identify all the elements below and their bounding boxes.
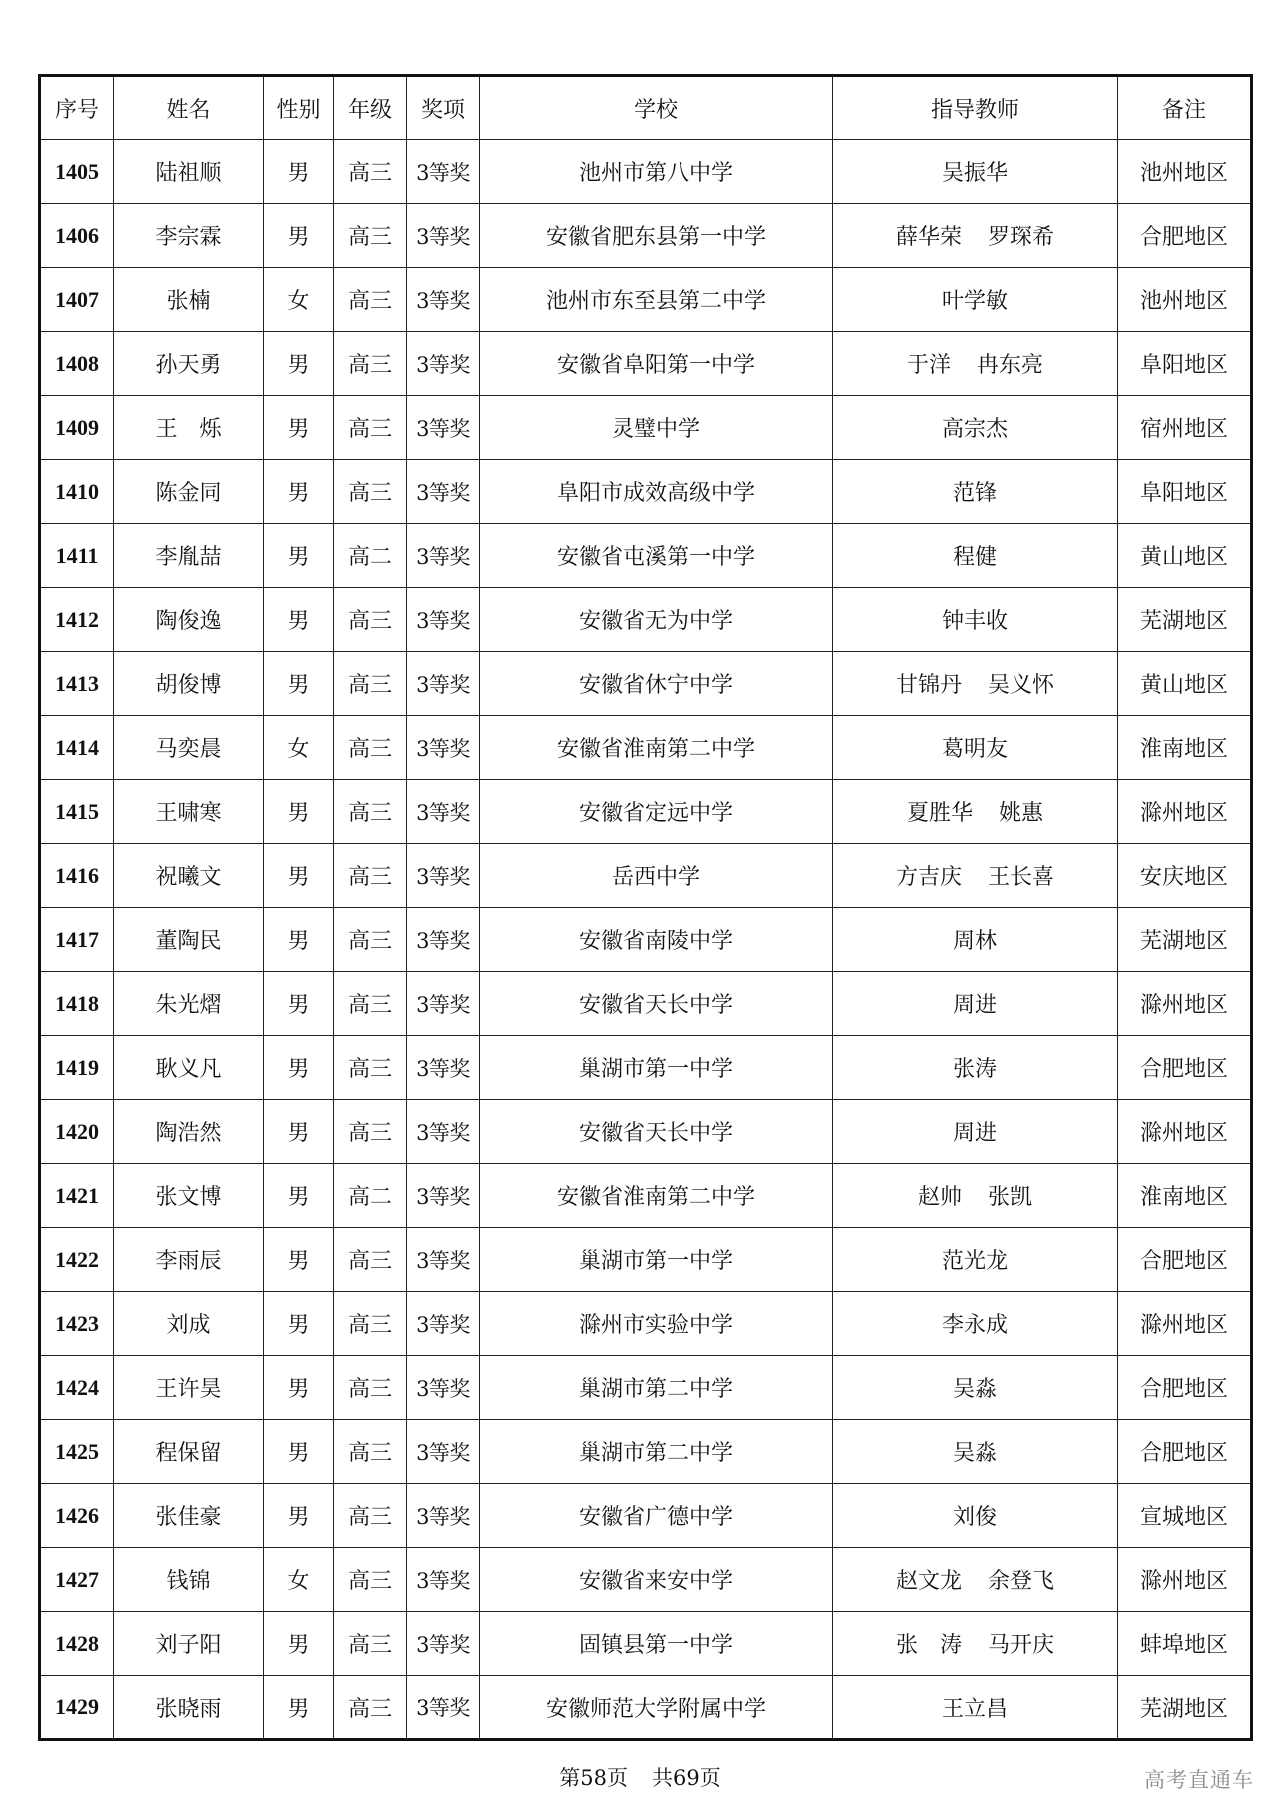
cell-award: 3等奖 (407, 972, 480, 1036)
cell-school: 池州市东至县第二中学 (480, 268, 833, 332)
cell-gender: 男 (264, 908, 334, 972)
col-header-teacher: 指导教师 (833, 76, 1118, 140)
cell-gender: 男 (264, 1420, 334, 1484)
cell-remark: 淮南地区 (1118, 716, 1252, 780)
cell-gender: 女 (264, 1548, 334, 1612)
cell-award: 3等奖 (407, 1676, 480, 1740)
cell-id: 1423 (40, 1292, 114, 1356)
cell-name: 胡俊博 (114, 652, 264, 716)
cell-award: 3等奖 (407, 588, 480, 652)
cell-award: 3等奖 (407, 1164, 480, 1228)
col-header-id: 序号 (40, 76, 114, 140)
cell-remark: 蚌埠地区 (1118, 1612, 1252, 1676)
cell-gender: 男 (264, 1484, 334, 1548)
cell-school: 安徽省广德中学 (480, 1484, 833, 1548)
cell-id: 1415 (40, 780, 114, 844)
teacher-name: 薛华荣 (895, 225, 962, 250)
cell-remark: 安庆地区 (1118, 844, 1252, 908)
cell-award: 3等奖 (407, 396, 480, 460)
cell-school: 巢湖市第二中学 (480, 1356, 833, 1420)
cell-teacher (833, 588, 1118, 652)
cell-remark: 黄山地区 (1118, 524, 1252, 588)
cell-school: 安徽省来安中学 (480, 1548, 833, 1612)
cell-id: 1406 (40, 204, 114, 268)
cell-teacher (833, 268, 1118, 332)
cell-teacher (833, 332, 1118, 396)
cell-grade: 高三 (334, 1228, 407, 1292)
cell-grade: 高三 (334, 716, 407, 780)
teacher-name: 高宗杰 (941, 417, 1008, 442)
cell-grade: 高三 (334, 1356, 407, 1420)
cell-school: 安徽师范大学附属中学 (480, 1676, 833, 1740)
cell-id: 1416 (40, 844, 114, 908)
col-header-name: 姓名 (114, 76, 264, 140)
cell-teacher (833, 1292, 1118, 1356)
cell-school: 滁州市实验中学 (480, 1292, 833, 1356)
cell-remark: 阜阳地区 (1118, 460, 1252, 524)
teacher-name: 马开庆 (988, 1633, 1055, 1658)
cell-remark: 阜阳地区 (1118, 332, 1252, 396)
table-row (40, 460, 1252, 524)
cell-gender: 男 (264, 140, 334, 204)
cell-gender: 男 (264, 396, 334, 460)
watermark-text: 高考直通车 (1144, 1768, 1254, 1792)
cell-grade: 高三 (334, 140, 407, 204)
cell-school: 安徽省南陵中学 (480, 908, 833, 972)
teacher-name: 钟丰收 (941, 609, 1008, 634)
cell-remark: 黄山地区 (1118, 652, 1252, 716)
cell-teacher (833, 1356, 1118, 1420)
cell-teacher (833, 844, 1118, 908)
cell-id: 1407 (40, 268, 114, 332)
table-row (40, 972, 1252, 1036)
table-row (40, 1292, 1252, 1356)
cell-grade: 高三 (334, 1100, 407, 1164)
cell-award: 3等奖 (407, 652, 480, 716)
cell-remark: 合肥地区 (1118, 1356, 1252, 1420)
table-row (40, 524, 1252, 588)
cell-remark: 芜湖地区 (1118, 588, 1252, 652)
cell-name: 董陶民 (114, 908, 264, 972)
cell-name: 钱锦 (114, 1548, 264, 1612)
cell-grade: 高三 (334, 204, 407, 268)
teacher-name: 王立昌 (941, 1696, 1008, 1722)
table-row (40, 844, 1252, 908)
cell-name: 刘子阳 (114, 1612, 264, 1676)
cell-id: 1422 (40, 1228, 114, 1292)
cell-name: 王啸寒 (114, 780, 264, 844)
cell-teacher (833, 908, 1118, 972)
cell-remark: 合肥地区 (1118, 1228, 1252, 1292)
teacher-name: 范锋 (952, 481, 997, 506)
cell-award: 3等奖 (407, 268, 480, 332)
cell-teacher (833, 396, 1118, 460)
teacher-name: 周进 (952, 993, 997, 1018)
cell-award: 3等奖 (407, 332, 480, 396)
cell-gender: 男 (264, 1164, 334, 1228)
cell-name: 耿义凡 (114, 1036, 264, 1100)
cell-id: 1411 (40, 524, 114, 588)
cell-school: 安徽省无为中学 (480, 588, 833, 652)
teacher-name: 吴淼 (952, 1441, 997, 1466)
cell-school: 安徽省休宁中学 (480, 652, 833, 716)
cell-school: 阜阳市成效高级中学 (480, 460, 833, 524)
cell-remark: 芜湖地区 (1118, 908, 1252, 972)
cell-name: 李胤喆 (114, 524, 264, 588)
teacher-name: 赵帅 (917, 1185, 962, 1210)
cell-teacher (833, 1420, 1118, 1484)
teacher-name: 方吉庆 (895, 865, 962, 890)
teacher-name: 余登飞 (988, 1569, 1055, 1594)
cell-remark: 合肥地区 (1118, 204, 1252, 268)
table-row (40, 1484, 1252, 1548)
cell-id: 1410 (40, 460, 114, 524)
cell-id: 1421 (40, 1164, 114, 1228)
cell-id: 1417 (40, 908, 114, 972)
cell-id: 1408 (40, 332, 114, 396)
cell-award: 3等奖 (407, 1420, 480, 1484)
cell-gender: 男 (264, 1612, 334, 1676)
cell-name: 陆祖顺 (114, 140, 264, 204)
cell-name: 马奕晨 (114, 716, 264, 780)
cell-gender: 男 (264, 588, 334, 652)
teacher-name: 张 涛 (895, 1633, 962, 1658)
table-row (40, 1036, 1252, 1100)
teacher-name: 姚惠 (999, 801, 1044, 826)
cell-grade: 高三 (334, 908, 407, 972)
cell-gender: 男 (264, 204, 334, 268)
cell-school: 安徽省阜阳第一中学 (480, 332, 833, 396)
page-footer (0, 1762, 1280, 1792)
cell-grade: 高三 (334, 332, 407, 396)
cell-teacher (833, 460, 1118, 524)
cell-remark: 宿州地区 (1118, 396, 1252, 460)
teacher-name: 周进 (952, 1121, 997, 1146)
teacher-name: 王长喜 (988, 865, 1055, 890)
cell-id: 1425 (40, 1420, 114, 1484)
cell-gender: 男 (264, 1036, 334, 1100)
table-row (40, 396, 1252, 460)
cell-gender: 男 (264, 1228, 334, 1292)
cell-teacher (833, 1036, 1118, 1100)
cell-award: 3等奖 (407, 460, 480, 524)
cell-grade: 高三 (334, 588, 407, 652)
col-header-award: 奖项 (407, 76, 480, 140)
cell-name: 李宗霖 (114, 204, 264, 268)
cell-id: 1418 (40, 972, 114, 1036)
cell-school: 安徽省天长中学 (480, 972, 833, 1036)
cell-teacher (833, 204, 1118, 268)
teacher-name: 周林 (952, 929, 997, 954)
cell-award: 3等奖 (407, 140, 480, 204)
table-row (40, 1612, 1252, 1676)
page-total: 共69页 (652, 1766, 721, 1790)
table-row (40, 1420, 1252, 1484)
cell-award: 3等奖 (407, 780, 480, 844)
cell-school: 池州市第八中学 (480, 140, 833, 204)
cell-grade: 高三 (334, 1676, 407, 1740)
cell-gender: 女 (264, 268, 334, 332)
cell-school: 安徽省淮南第二中学 (480, 1164, 833, 1228)
teacher-name: 甘锦丹 (895, 673, 962, 698)
cell-grade: 高三 (334, 1036, 407, 1100)
table-row (40, 268, 1252, 332)
table-row (40, 140, 1252, 204)
teacher-name: 张涛 (952, 1057, 997, 1082)
cell-grade: 高三 (334, 1484, 407, 1548)
cell-gender: 男 (264, 1292, 334, 1356)
cell-teacher (833, 1484, 1118, 1548)
cell-teacher (833, 524, 1118, 588)
cell-remark: 合肥地区 (1118, 1036, 1252, 1100)
cell-award: 3等奖 (407, 1548, 480, 1612)
table-row (40, 1164, 1252, 1228)
cell-teacher (833, 1612, 1118, 1676)
teacher-name: 张凯 (988, 1185, 1033, 1210)
cell-id: 1420 (40, 1100, 114, 1164)
cell-gender: 男 (264, 524, 334, 588)
cell-teacher (833, 1228, 1118, 1292)
teacher-name: 吴振华 (941, 161, 1008, 186)
cell-teacher (833, 140, 1118, 204)
cell-grade: 高二 (334, 1164, 407, 1228)
cell-name: 王 烁 (114, 396, 264, 460)
cell-name: 朱光熠 (114, 972, 264, 1036)
col-header-remark: 备注 (1118, 76, 1252, 140)
cell-name: 孙天勇 (114, 332, 264, 396)
cell-name: 陶俊逸 (114, 588, 264, 652)
cell-name: 王许昊 (114, 1356, 264, 1420)
cell-grade: 高三 (334, 844, 407, 908)
cell-id: 1419 (40, 1036, 114, 1100)
cell-award: 3等奖 (407, 1484, 480, 1548)
cell-id: 1428 (40, 1612, 114, 1676)
teacher-name: 夏胜华 (906, 801, 973, 826)
cell-gender: 男 (264, 844, 334, 908)
cell-remark: 宣城地区 (1118, 1484, 1252, 1548)
cell-name: 张楠 (114, 268, 264, 332)
teacher-name: 吴义怀 (988, 673, 1055, 698)
cell-name: 程保留 (114, 1420, 264, 1484)
cell-grade: 高三 (334, 1420, 407, 1484)
cell-name: 张佳豪 (114, 1484, 264, 1548)
cell-school: 安徽省屯溪第一中学 (480, 524, 833, 588)
cell-grade: 高三 (334, 1612, 407, 1676)
cell-award: 3等奖 (407, 204, 480, 268)
cell-remark: 滁州地区 (1118, 1100, 1252, 1164)
awards-table (38, 74, 1253, 1741)
cell-award: 3等奖 (407, 1292, 480, 1356)
cell-teacher (833, 1164, 1118, 1228)
cell-remark: 滁州地区 (1118, 1292, 1252, 1356)
cell-award: 3等奖 (407, 1356, 480, 1420)
cell-award: 3等奖 (407, 524, 480, 588)
cell-name: 张晓雨 (114, 1676, 264, 1740)
cell-award: 3等奖 (407, 1036, 480, 1100)
teacher-name: 刘俊 (952, 1505, 997, 1530)
teacher-name: 吴淼 (952, 1377, 997, 1402)
cell-gender: 男 (264, 1100, 334, 1164)
cell-id: 1424 (40, 1356, 114, 1420)
cell-name: 陶浩然 (114, 1100, 264, 1164)
cell-teacher (833, 1548, 1118, 1612)
table-row (40, 780, 1252, 844)
cell-grade: 高二 (334, 524, 407, 588)
table-row (40, 716, 1252, 780)
cell-award: 3等奖 (407, 1228, 480, 1292)
cell-school: 灵璧中学 (480, 396, 833, 460)
cell-remark: 合肥地区 (1118, 1420, 1252, 1484)
cell-school: 安徽省天长中学 (480, 1100, 833, 1164)
cell-remark: 池州地区 (1118, 268, 1252, 332)
cell-award: 3等奖 (407, 844, 480, 908)
cell-id: 1429 (40, 1676, 114, 1740)
table-row (40, 204, 1252, 268)
cell-grade: 高三 (334, 460, 407, 524)
cell-teacher (833, 1676, 1118, 1740)
cell-grade: 高三 (334, 1548, 407, 1612)
teacher-name: 于洋 (906, 353, 951, 378)
cell-teacher (833, 1100, 1118, 1164)
col-header-grade: 年级 (334, 76, 407, 140)
teacher-name: 葛明友 (941, 737, 1008, 762)
cell-name: 刘成 (114, 1292, 264, 1356)
cell-teacher (833, 972, 1118, 1036)
teacher-name: 李永成 (941, 1313, 1008, 1338)
cell-id: 1427 (40, 1548, 114, 1612)
cell-name: 陈金同 (114, 460, 264, 524)
header-row (40, 76, 1252, 140)
cell-name: 李雨辰 (114, 1228, 264, 1292)
table-row (40, 1228, 1252, 1292)
cell-remark: 池州地区 (1118, 140, 1252, 204)
cell-gender: 男 (264, 460, 334, 524)
cell-gender: 女 (264, 716, 334, 780)
cell-teacher (833, 652, 1118, 716)
table-row (40, 332, 1252, 396)
teacher-name: 范光龙 (941, 1249, 1008, 1274)
cell-gender: 男 (264, 780, 334, 844)
cell-id: 1414 (40, 716, 114, 780)
cell-remark: 滁州地区 (1118, 1548, 1252, 1612)
teacher-name: 叶学敏 (941, 289, 1008, 314)
teacher-name: 程健 (952, 545, 997, 570)
cell-gender: 男 (264, 1356, 334, 1420)
cell-grade: 高三 (334, 780, 407, 844)
cell-gender: 男 (264, 972, 334, 1036)
cell-grade: 高三 (334, 396, 407, 460)
cell-award: 3等奖 (407, 716, 480, 780)
cell-name: 张文博 (114, 1164, 264, 1228)
page-number: 第58页 (559, 1766, 628, 1790)
cell-id: 1426 (40, 1484, 114, 1548)
cell-id: 1413 (40, 652, 114, 716)
table-body (40, 140, 1252, 1740)
cell-school: 岳西中学 (480, 844, 833, 908)
cell-grade: 高三 (334, 268, 407, 332)
table-row (40, 1100, 1252, 1164)
col-header-school: 学校 (480, 76, 833, 140)
cell-award: 3等奖 (407, 908, 480, 972)
teacher-name: 罗琛希 (988, 225, 1055, 250)
cell-school: 安徽省淮南第二中学 (480, 716, 833, 780)
teacher-name: 赵文龙 (895, 1569, 962, 1594)
cell-award: 3等奖 (407, 1612, 480, 1676)
cell-name: 祝曦文 (114, 844, 264, 908)
cell-remark: 滁州地区 (1118, 780, 1252, 844)
cell-id: 1405 (40, 140, 114, 204)
cell-teacher (833, 716, 1118, 780)
col-header-gender: 性别 (264, 76, 334, 140)
cell-gender: 男 (264, 332, 334, 396)
cell-school: 巢湖市第一中学 (480, 1228, 833, 1292)
cell-school: 巢湖市第二中学 (480, 1420, 833, 1484)
cell-school: 安徽省肥东县第一中学 (480, 204, 833, 268)
table-row (40, 588, 1252, 652)
table-row (40, 1548, 1252, 1612)
table-row (40, 1676, 1252, 1740)
table-row (40, 652, 1252, 716)
table-row (40, 1356, 1252, 1420)
cell-gender: 男 (264, 1676, 334, 1740)
cell-school: 安徽省定远中学 (480, 780, 833, 844)
cell-id: 1412 (40, 588, 114, 652)
cell-remark: 淮南地区 (1118, 1164, 1252, 1228)
teacher-name: 冉东亮 (977, 353, 1044, 378)
cell-id: 1409 (40, 396, 114, 460)
cell-school: 固镇县第一中学 (480, 1612, 833, 1676)
cell-grade: 高三 (334, 1292, 407, 1356)
cell-grade: 高三 (334, 652, 407, 716)
cell-gender: 男 (264, 652, 334, 716)
table-row (40, 908, 1252, 972)
cell-remark: 芜湖地区 (1118, 1676, 1252, 1740)
cell-grade: 高三 (334, 972, 407, 1036)
cell-remark: 滁州地区 (1118, 972, 1252, 1036)
cell-school: 巢湖市第一中学 (480, 1036, 833, 1100)
cell-teacher (833, 780, 1118, 844)
cell-award: 3等奖 (407, 1100, 480, 1164)
